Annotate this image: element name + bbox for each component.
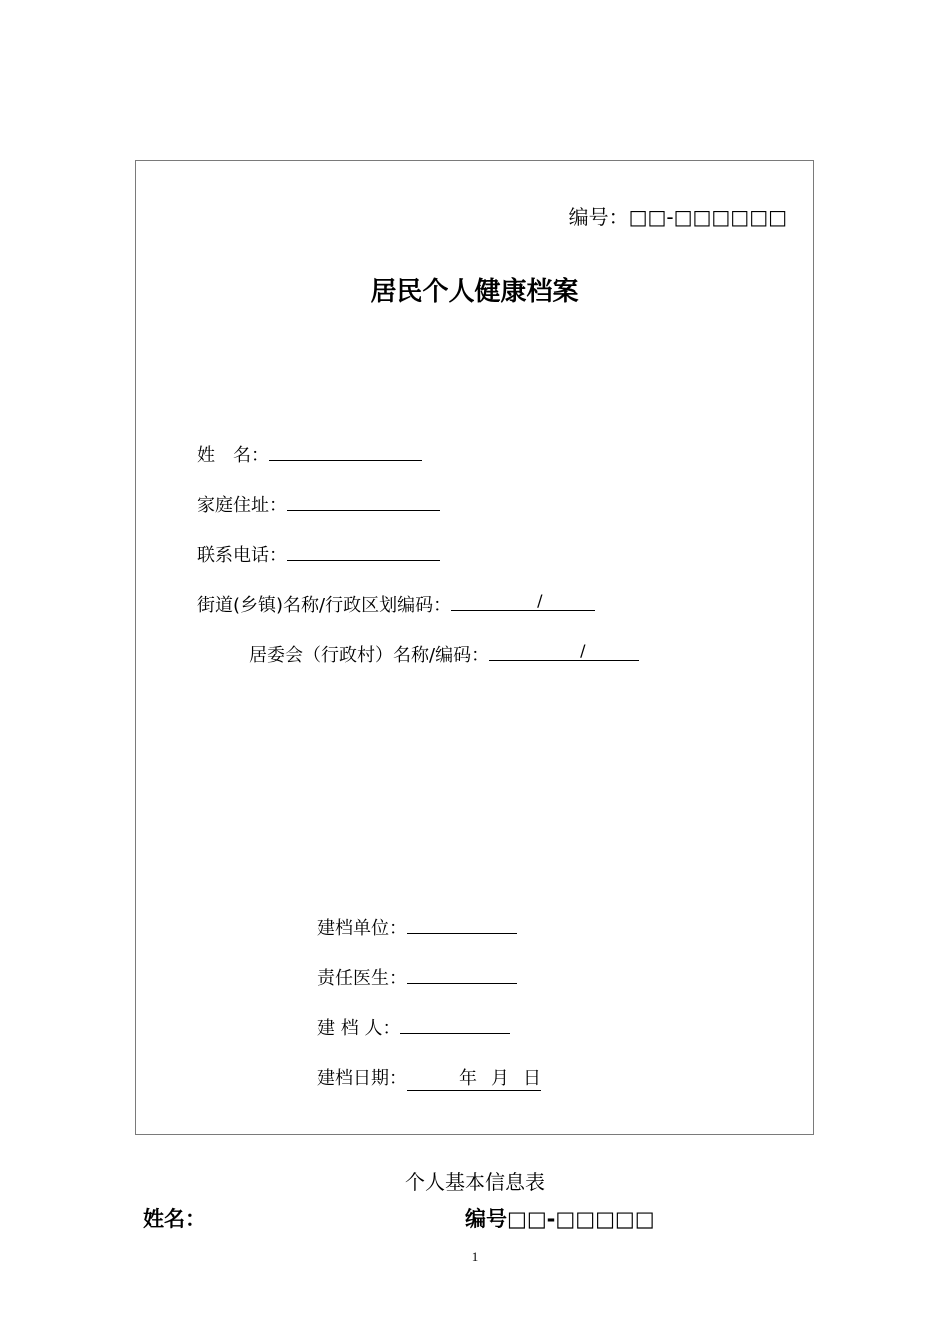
creator-field bbox=[317, 1014, 510, 1040]
committee-label: 居委会（行政村）名称/编码： bbox=[249, 645, 490, 666]
creator-label: 建 档 人： bbox=[317, 1018, 401, 1039]
basic-info-number bbox=[465, 1203, 655, 1233]
page-number: 1 bbox=[471, 1249, 479, 1264]
address-label: 家庭住址： bbox=[197, 495, 287, 516]
address-field bbox=[197, 491, 440, 517]
archive-number-boxes: □□-□□□□□□ bbox=[628, 205, 787, 229]
committee-field bbox=[249, 641, 639, 667]
doctor-label: 责任医生： bbox=[317, 968, 407, 989]
unit-field bbox=[317, 914, 517, 940]
basic-info-number-label: 编号 bbox=[465, 1207, 507, 1231]
date-blank[interactable] bbox=[407, 1064, 541, 1091]
street-blank[interactable] bbox=[451, 592, 595, 611]
archive-cover-frame bbox=[135, 160, 814, 1135]
phone-label: 联系电话： bbox=[197, 545, 287, 566]
basic-info-number-boxes: □□-□□□□□ bbox=[507, 1207, 655, 1231]
date-field bbox=[317, 1064, 541, 1091]
creator-blank[interactable] bbox=[400, 1015, 510, 1034]
phone-field bbox=[197, 541, 440, 567]
unit-blank[interactable] bbox=[407, 915, 517, 934]
committee-blank[interactable] bbox=[489, 642, 639, 661]
doctor-field bbox=[317, 964, 517, 990]
archive-number-label: 编号： bbox=[568, 205, 629, 229]
street-field bbox=[197, 591, 595, 617]
street-label: 街道(乡镇)名称/行政区划编码： bbox=[197, 595, 452, 616]
address-blank[interactable] bbox=[287, 492, 440, 511]
date-label: 建档日期： bbox=[317, 1068, 407, 1089]
cover-title: 居民个人健康档案 bbox=[370, 277, 579, 307]
archive-number bbox=[569, 201, 787, 230]
name-field bbox=[197, 441, 422, 467]
phone-blank[interactable] bbox=[287, 542, 440, 561]
street-slash: / bbox=[537, 591, 543, 610]
doctor-blank[interactable] bbox=[407, 965, 517, 984]
basic-info-title: 个人基本信息表 bbox=[405, 1170, 545, 1194]
committee-slash: / bbox=[580, 641, 586, 660]
date-day: 日 bbox=[523, 1068, 541, 1089]
name-label: 姓 名： bbox=[197, 445, 269, 466]
date-year: 年 bbox=[459, 1068, 477, 1089]
date-month: 月 bbox=[491, 1068, 509, 1089]
unit-label: 建档单位： bbox=[317, 918, 407, 939]
name-blank[interactable] bbox=[269, 442, 422, 461]
basic-info-name-label: 姓名： bbox=[143, 1207, 206, 1231]
